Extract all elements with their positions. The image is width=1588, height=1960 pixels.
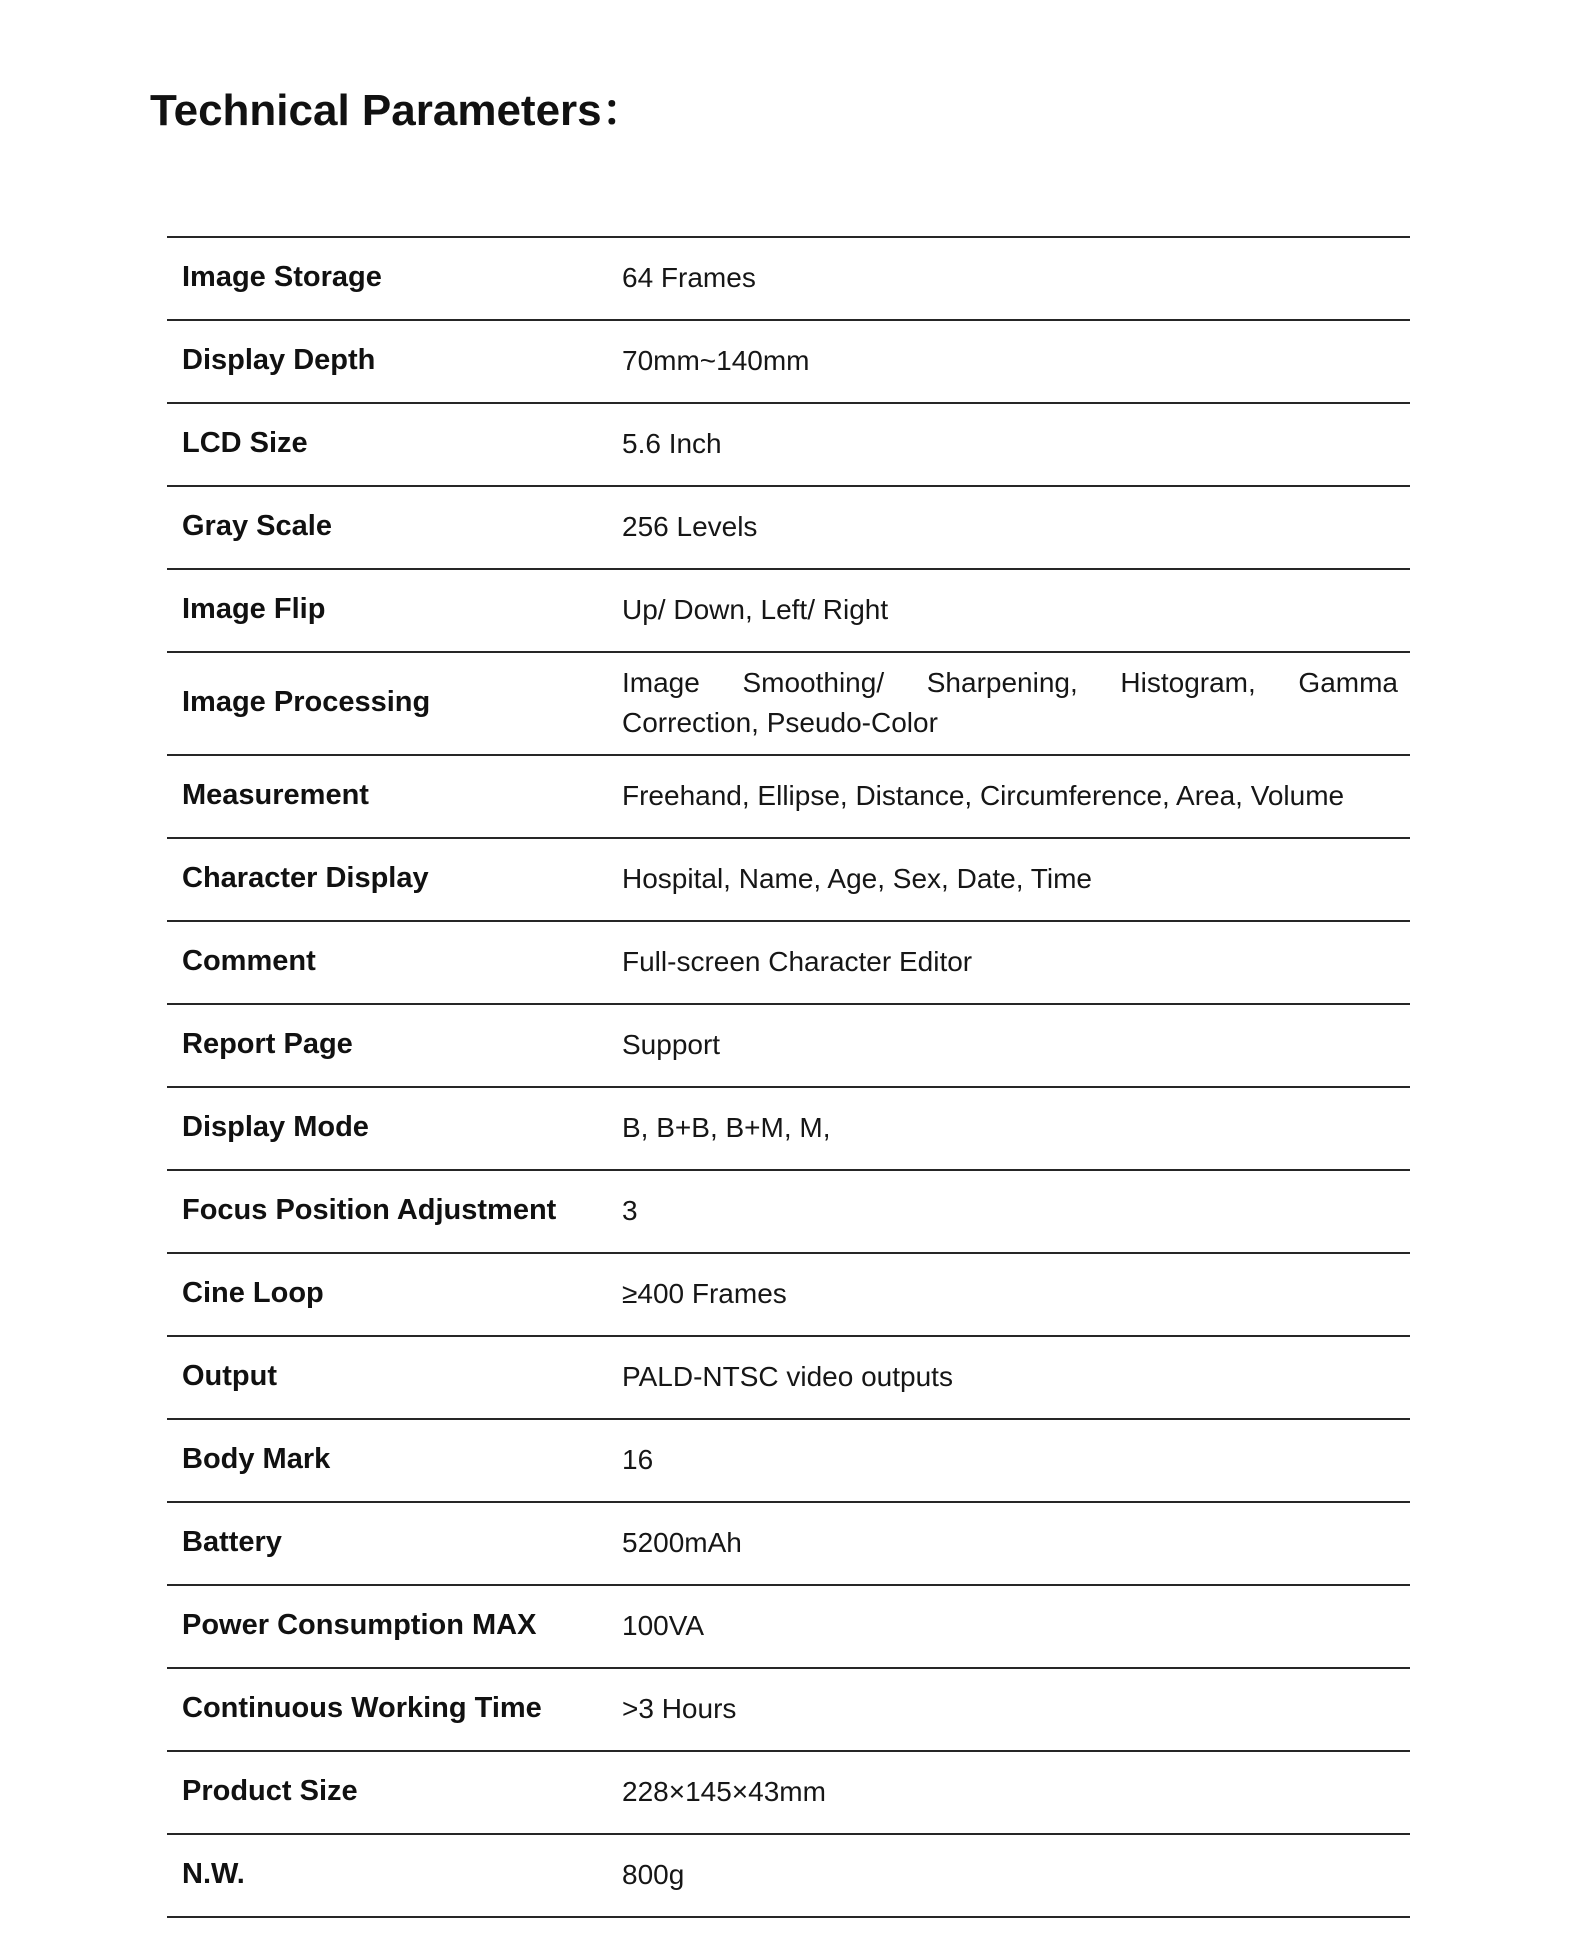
spec-value: Support [622,1028,721,1060]
spec-label: N.W. [182,1858,245,1891]
spec-value: Full-screen Character Editor [622,945,973,977]
spec-row [167,319,1410,402]
spec-value: Freehand, Ellipse, Distance, Circumference, Area, Volume [622,779,1345,811]
spec-value: 64 Frames [622,261,756,293]
spec-label: Report Page [182,1028,353,1061]
spec-row [167,651,1410,754]
spec-label: Display Mode [182,1111,369,1144]
spec-value: ≥400 Frames [622,1277,787,1309]
spec-row [167,402,1410,485]
spec-value: 256 Levels [622,510,758,542]
spec-label: Cine Loop [182,1277,324,1310]
spec-value: 800g [622,1858,685,1890]
spec-row [167,236,1410,319]
spec-row [167,920,1410,1003]
spec-label: Continuous Working Time [182,1692,542,1725]
spec-value: >3 Hours [622,1692,737,1724]
spec-row [167,1252,1410,1335]
spec-value: PALD-NTSC video outputs [622,1360,953,1392]
spec-label: Image Flip [182,593,326,626]
spec-value: 5.6 Inch [622,427,722,459]
spec-row [167,568,1410,651]
spec-table [167,236,1410,1918]
spec-value: 70mm~140mm [622,344,810,376]
spec-row [167,1086,1410,1169]
spec-value: 228×145×43mm [622,1775,826,1807]
spec-label: Product Size [182,1775,358,1808]
spec-label: Body Mark [182,1443,331,1476]
spec-label: Comment [182,945,316,978]
spec-label: Battery [182,1526,282,1559]
spec-label: Power Consumption MAX [182,1609,537,1642]
spec-row [167,1335,1410,1418]
spec-row [167,1418,1410,1501]
spec-value: 3 [622,1194,638,1226]
spec-value: Image Smoothing/ Sharpening, Histogram, Gamma Correction, Pseudo-Color [622,666,1398,739]
spec-value: 5200mAh [622,1526,742,1558]
spec-row [167,1667,1410,1750]
spec-row [167,1501,1410,1584]
spec-row [167,1584,1410,1667]
spec-label: Image Processing [182,686,431,719]
spec-row [167,1169,1410,1252]
spec-label: Gray Scale [182,510,332,543]
spec-label: Focus Position Adjustment [182,1194,557,1227]
spec-value: Up/ Down, Left/ Right [622,593,889,625]
spec-row [167,837,1410,920]
spec-row [167,1833,1410,1916]
spec-label: Image Storage [182,261,382,294]
spec-label: Character Display [182,862,429,895]
spec-label: LCD Size [182,427,308,460]
page-title: Technical Parameters： [150,86,646,135]
spec-label: Output [182,1360,278,1393]
spec-value: Hospital, Name, Age, Sex, Date, Time [622,862,1092,894]
spec-label: Measurement [182,779,369,812]
spec-value: 100VA [622,1609,704,1641]
spec-value: B, B+B, B+M, M, [622,1111,831,1143]
spec-row [167,754,1410,837]
spec-row [167,485,1410,568]
spec-value: 16 [622,1443,654,1475]
spec-row [167,1003,1410,1086]
spec-row [167,1750,1410,1833]
spec-label: Display Depth [182,344,376,377]
